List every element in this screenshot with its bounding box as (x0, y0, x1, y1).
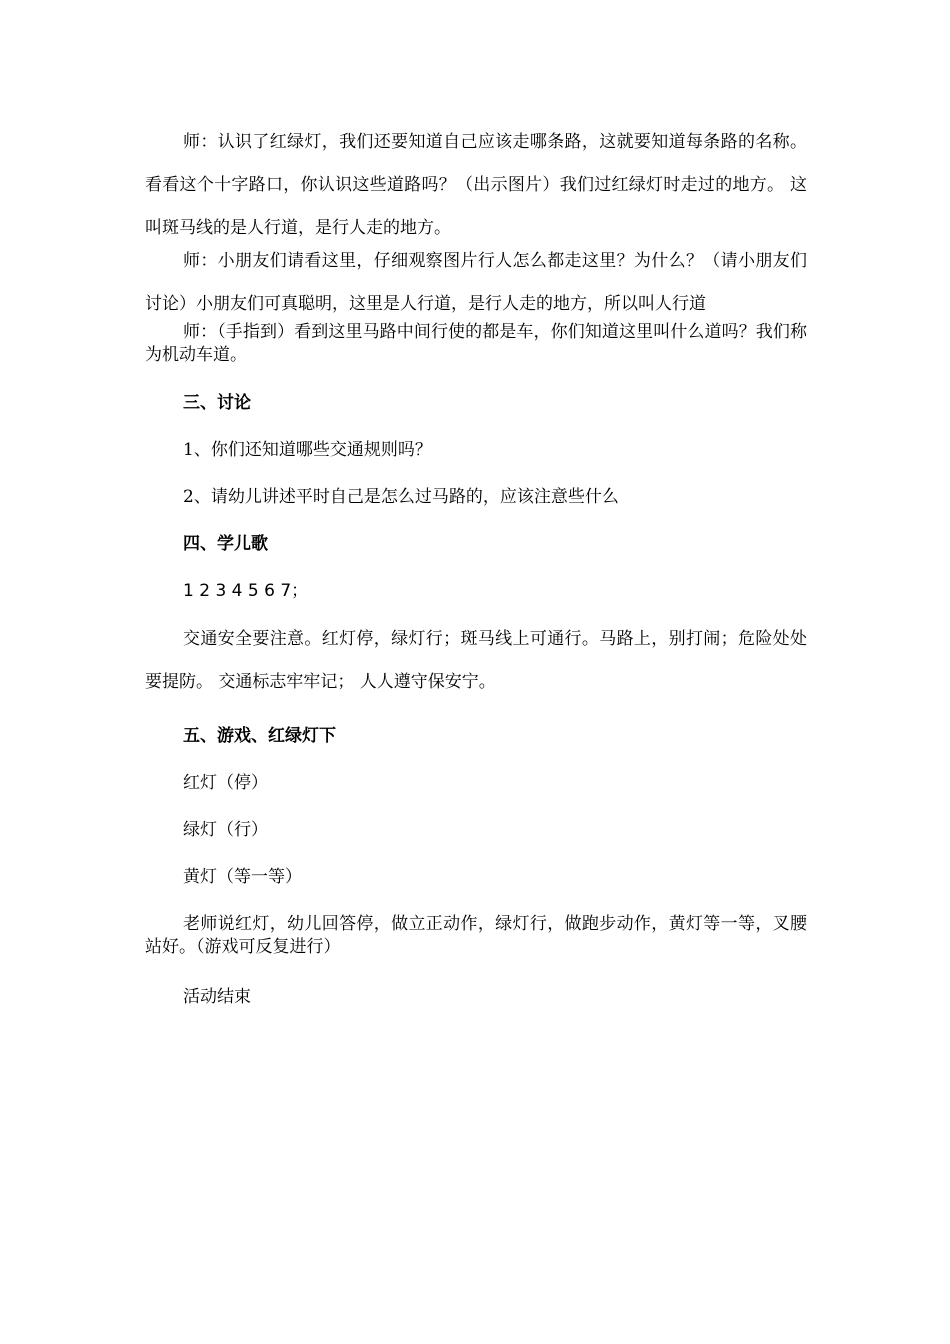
discussion-question-2: 2、请幼儿讲述平时自己是怎么过马路的，应该注意些什么 (183, 487, 619, 507)
heading-game: 五、游戏、红绿灯下 (183, 726, 336, 746)
paragraph-traffic-light-roads: 师：认识了红绿灯，我们还要知道自己应该走哪条路，这就要知道每条路的名称。看看这个十字路口，你认识这些道路吗？（出示图片）我们过红绿灯时走过的地方。 这叫斑马线的是人行道，是行人走的地方。 (145, 132, 807, 238)
paragraph-motor-lane: 师：（手指到）看到这里马路中间行使的都是车，你们知道这里叫什么道吗？我们称为机动车道。 (145, 322, 807, 365)
heading-learn-song: 四、学儿歌 (183, 534, 268, 554)
activity-end: 活动结束 (183, 987, 251, 1007)
game-green-light: 绿灯（行） (183, 820, 268, 840)
paragraph-game-instructions: 老师说红灯，幼儿回答停，做立正动作，绿灯行，做跑步动作，黄灯等一等，叉腰站好。（游戏可反复进行） (145, 914, 807, 957)
song-numbers: 1 2 3 4 5 6 7； (183, 581, 309, 601)
paragraph-sidewalk-discussion: 师：小朋友们请看这里，仔细观察图片行人怎么都走这里？为什么？（请小朋友们讨论）小朋友们可真聪明，这里是人行道，是行人走的地方，所以叫人行道 (145, 251, 807, 314)
paragraph-song-lyrics: 交通安全要注意。红灯停，绿灯行；斑马线上可通行。马路上，别打闹；危险处处要提防。 交通标志牢牢记； 人人遵守保安宁。 (145, 629, 807, 692)
discussion-question-1: 1、你们还知道哪些交通规则吗？ (183, 440, 432, 460)
heading-discussion: 三、讨论 (183, 393, 251, 413)
game-red-light: 红灯（停） (183, 773, 268, 793)
game-yellow-light: 黄灯（等一等） (183, 867, 302, 887)
